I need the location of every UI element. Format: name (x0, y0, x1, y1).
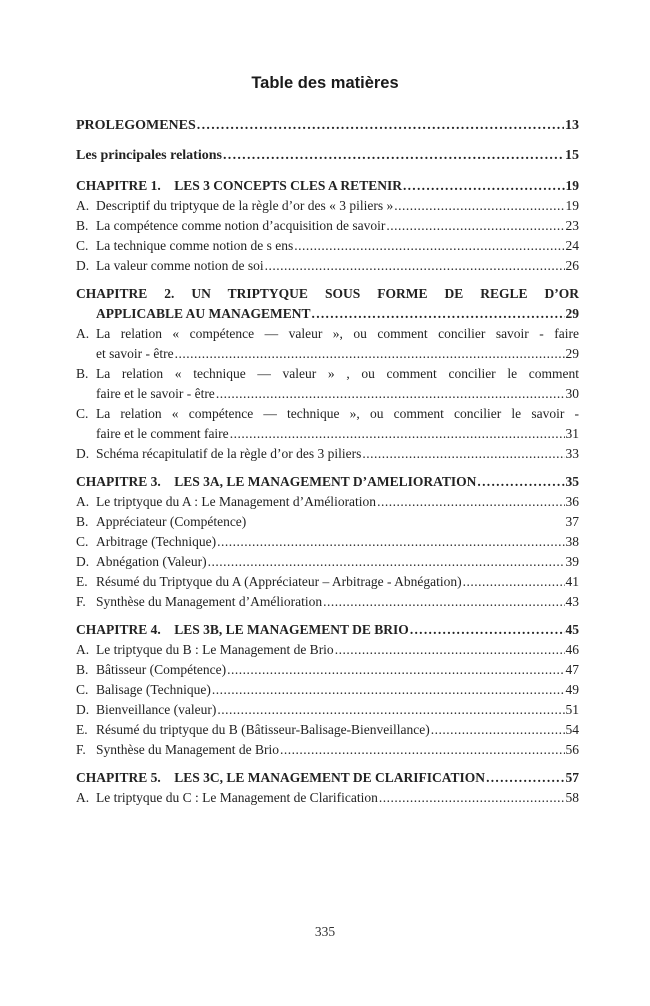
toc-item[interactable]: E. Résumé du Triptyque du A (Appréciateur – Arbitrage - Abnégation) ..... 41 (76, 572, 579, 592)
dot-leader (223, 146, 564, 166)
toc-item[interactable]: D. Schéma récapitulatif de la règle d’or des 3 piliers ..... 33 (76, 444, 579, 464)
toc-entry-prolegomenes[interactable]: PROLEGOMENES ..... 13 (76, 116, 579, 136)
toc-item[interactable]: D. Bienveillance (valeur) ..... 51 (76, 700, 579, 720)
dot-leader (486, 768, 564, 788)
dot-leader (403, 176, 565, 196)
toc-item[interactable]: D. La valeur comme notion de soi ..... 26 (76, 256, 579, 276)
toc-chapter-1[interactable]: CHAPITRE 1. LES 3 CONCEPTS CLES A RETENIR ..... 19 (76, 176, 579, 196)
toc-item[interactable]: C. La relation « compétence — technique », ou comment concilier le savoir - faire et le comment faire ..... 31 (76, 404, 579, 444)
dot-leader (410, 620, 565, 640)
toc-item[interactable]: C. La technique comme notion de s ens ..... 24 (76, 236, 579, 256)
dot-leader (197, 116, 564, 136)
toc-chapter-2[interactable]: CHAPITRE 2. UN TRIPTYQUE SOUS FORME DE REGLE D’OR APPLICABLE AU MANAGEMENT ..... 29 (76, 284, 579, 324)
toc-item[interactable]: A. Le triptyque du C : Le Management de Clarification ..... 58 (76, 788, 579, 808)
toc-chapter-3[interactable]: CHAPITRE 3. LES 3A, LE MANAGEMENT D’AMELIORATION ..... 35 (76, 472, 579, 492)
toc-entry-relations[interactable]: Les principales relations ..... 15 (76, 146, 579, 166)
toc-chapter-4[interactable]: CHAPITRE 4. LES 3B, LE MANAGEMENT DE BRIO ..... 45 (76, 620, 579, 640)
dot-leader (312, 304, 565, 324)
toc-item[interactable]: E. Résumé du triptyque du B (Bâtisseur-Balisage-Bienveillance) ..... 54 (76, 720, 579, 740)
toc-item[interactable]: A. Descriptif du triptyque de la règle d’or des « 3 piliers » ..... 19 (76, 196, 579, 216)
page-title: Table des matières (251, 74, 399, 92)
dot-leader (477, 472, 564, 492)
toc-item[interactable]: B. Bâtisseur (Compétence) ..... 47 (76, 660, 579, 680)
toc-item[interactable]: B. La compétence comme notion d’acquisition de savoir ..... 23 (76, 216, 579, 236)
toc-item[interactable]: A. Le triptyque du B : Le Management de Brio ..... 46 (76, 640, 579, 660)
page-number: 335 (314, 924, 336, 939)
toc-chapter-5[interactable]: CHAPITRE 5. LES 3C, LE MANAGEMENT DE CLARIFICATION ..... 57 (76, 768, 579, 788)
toc-item[interactable]: C. Balisage (Technique) ..... 49 (76, 680, 579, 700)
toc-item[interactable]: B. Appréciateur (Compétence) 37 (76, 514, 579, 529)
toc-item[interactable]: A. Le triptyque du A : Le Management d’Amélioration ..... 36 (76, 492, 579, 512)
toc-item[interactable]: F. Synthèse du Management de Brio ..... 56 (76, 740, 579, 760)
toc-item[interactable]: D. Abnégation (Valeur) ..... 39 (76, 552, 579, 572)
toc-item[interactable]: F. Synthèse du Management d’Amélioration ..... 43 (76, 592, 579, 612)
toc-item[interactable]: B. La relation « technique — valeur » , ou comment concilier le comment faire et le savoir - être ..... 30 (76, 364, 579, 404)
table-of-contents (76, 116, 579, 808)
toc-item[interactable]: C. Arbitrage (Technique) ..... 38 (76, 532, 579, 552)
toc-item[interactable]: A. La relation « compétence — valeur », ou comment concilier savoir - faire et savoir - être ..... 29 (76, 324, 579, 364)
